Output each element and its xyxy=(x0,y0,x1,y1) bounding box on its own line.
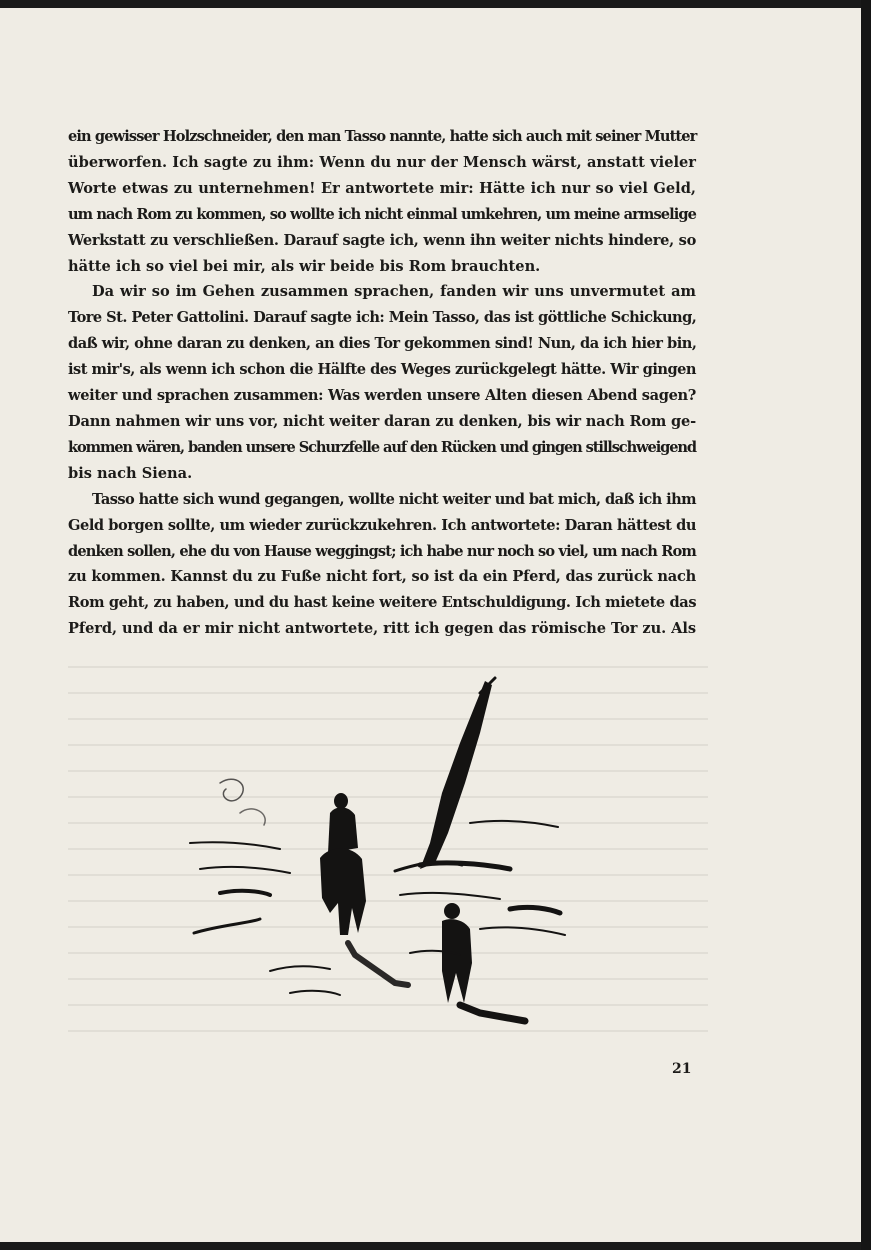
text-line: hätte ich so viel bei mir, als wir beide bis Rom brauchten. xyxy=(68,257,541,275)
book-page xyxy=(0,8,861,1242)
text-line: Tore St. Peter Gattolini. Darauf sagte ich: Mein Tasso, das ist göttliche Schickung, xyxy=(68,309,697,327)
text-line: Geld borgen sollte, um wieder zurückzukehren. Ich antwortete: Daran hättest du xyxy=(68,516,696,534)
paragraph-2 xyxy=(68,279,696,486)
text-line: kommen wären, banden unsere Schurzfelle auf den Rücken und gingen stillschweigend xyxy=(68,438,696,456)
paragraph-3 xyxy=(68,487,696,642)
text-line: Da wir so im Gehen zusammen sprachen, fanden wir uns unvermutet am xyxy=(92,283,696,301)
scan-border xyxy=(861,0,871,1250)
text-line: Rom geht, zu haben, und du hast keine weitere Entschuldigung. Ich mietete das xyxy=(68,594,697,612)
paragraph-1 xyxy=(68,124,696,279)
text-line: Tasso hatte sich wund gegangen, wollte nicht weiter und bat mich, daß ich ihm xyxy=(92,490,696,508)
text-line: Worte etwas zu unternehmen! Er antwortete mir: Hätte ich nur so viel Geld, xyxy=(68,179,696,197)
text-line: ist mir's, als wenn ich schon die Hälfte des Weges zurückgelegt hätte. Wir gingen xyxy=(68,361,696,379)
text-line: um nach Rom zu kommen, so wollte ich nicht einmal umkehren, um meine armselige xyxy=(68,205,696,223)
text-line: Pferd, und da er mir nicht antwortete, ritt ich gegen das römische Tor zu. Als xyxy=(68,620,696,638)
text-line: zu kommen. Kannst du zu Fuße nicht fort, so ist da ein Pferd, das zurück nach xyxy=(68,568,696,586)
text-line: daß wir, ohne daran zu denken, an dies Tor gekommen sind! Nun, da ich hier bin, xyxy=(68,335,697,353)
text-line: weiter und sprachen zusammen: Was werden unsere Alten diesen Abend sagen? xyxy=(68,387,696,405)
body-text xyxy=(68,124,696,642)
ink-sketch-rider-and-walker-icon xyxy=(180,673,580,1033)
text-line: überworfen. Ich sagte zu ihm: Wenn du nur der Mensch wärst, anstatt vieler xyxy=(68,153,696,171)
text-line: Werkstatt zu verschließen. Darauf sagte ich, wenn ihn weiter nichts hindere, so xyxy=(68,231,696,249)
page-number: 21 xyxy=(672,1061,692,1077)
text-line: denken sollen, ehe du von Hause weggingst; ich habe nur noch so viel, um nach Rom xyxy=(68,542,696,560)
text-line: bis nach Siena. xyxy=(68,464,193,482)
text-line: Dann nahmen wir uns vor, nicht weiter daran zu denken, bis wir nach Rom ge- xyxy=(68,412,696,430)
text-line: ein gewisser Holzschneider, den man Tasso nannte, hatte sich auch mit seiner Mutter xyxy=(68,128,697,145)
